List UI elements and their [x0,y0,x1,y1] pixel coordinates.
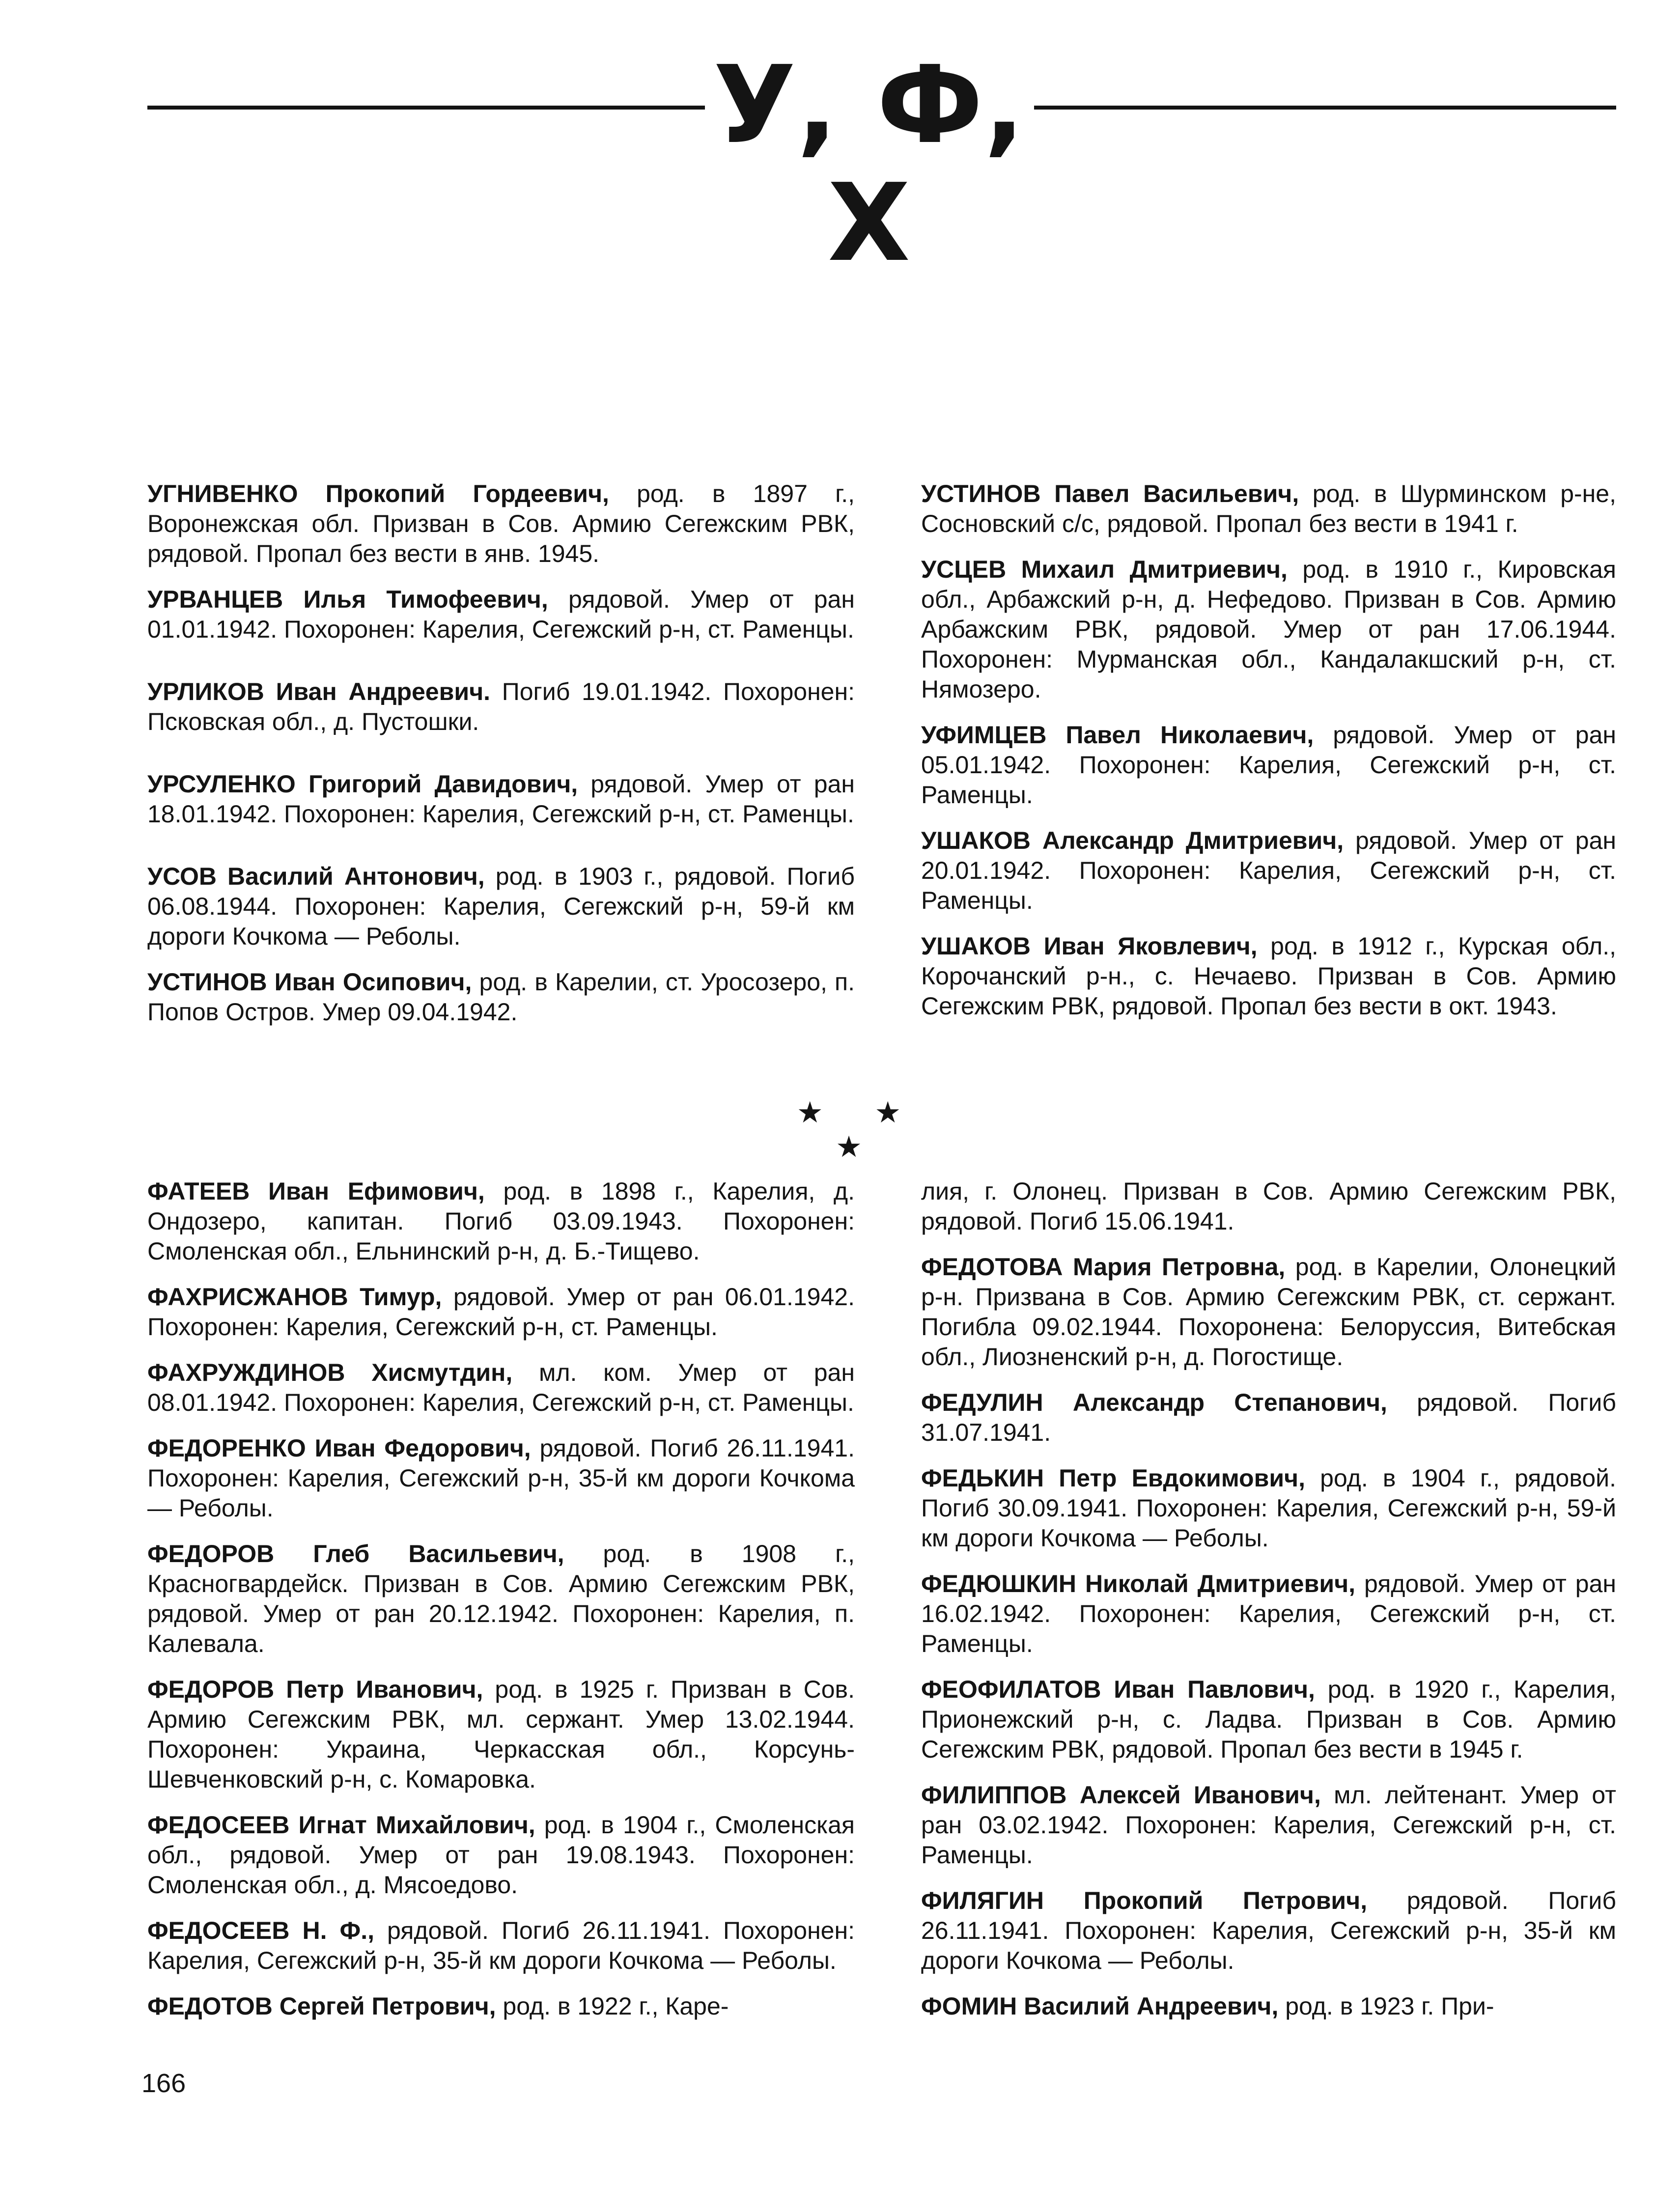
entry-name: ФЕДОРЕНКО Иван Федорович, [147,1434,531,1462]
entry-text: рядовой. Умер от ран 06.01.1942. Похоронен: Карелия, Сегежский р-н, ст. Раменцы. [147,1283,855,1341]
entry-text: мл. ком. Умер от ран 08.01.1942. Похоронен: Карелия, Сегежский р-н, ст. Раменцы. [147,1359,855,1416]
entry-name: ФИЛИППОВ Алексей Иванович, [921,1781,1321,1809]
entry [147,1176,855,1266]
entry-text: рядовой. Погиб 31.07.1941. [921,1389,1616,1446]
entry-name: ФЕОФИЛАТОВ Иван Павлович, [921,1676,1315,1703]
entry-name: ФАТЕЕВ Иван Ефимович, [147,1177,485,1205]
entry-text: рядовой. Умер от ран 16.02.1942. Похоронен: Карелия, Сегежский р-н, ст. Раменцы. [921,1570,1617,1657]
entry [921,826,1616,916]
entry-text: род. в Шурминском р-не, Сосновский с/с, рядовой. Пропал без вести в 1941 г. [921,480,1616,537]
entry-text: род. в 1920 г., Карелия, Прионежский р-н, с. Ладва. Призван в Сов. Армию Сегежским РВК, рядовой. Пропал без вести в 1945 г. [921,1676,1616,1763]
entry [147,1539,855,1659]
entry [921,720,1616,810]
entry-text: рядовой. Погиб 26.11.1941. Похоронен: Карелия, Сегежский р-н, 35-й км дороги Кочкома — Реболы. [147,1434,855,1522]
entry [921,1886,1616,1976]
entry-name: ФИЛЯГИН Прокопий Петрович, [921,1887,1368,1914]
column-top-left [147,479,855,1043]
entry-name: УШАКОВ Иван Яковлевич, [921,932,1258,960]
header-rule-left [147,106,705,110]
entry [921,479,1616,539]
entry-name: УРВАНЦЕВ Илья Тимофеевич, [147,586,548,613]
entry-text: род. в 1898 г., Карелия, д. Ондозеро, капитан. Погиб 03.09.1943. Похоронен: Смоленская обл., Ельнинский р-н, д. Б.-Тищево. [147,1177,855,1265]
entry-name: УСОВ Василий Антонович, [147,863,485,890]
entry-name: ФЕДЮШКИН Николай Дмитриевич, [921,1570,1356,1597]
entry-text: род. в 1904 г., Смоленская обл., рядовой. Умер от ран 19.08.1943. Похоронен: Смоленская обл., д. Мясоедово. [147,1811,855,1899]
entry [147,585,855,644]
entry-name: ФЕДОТОВ Сергей Петрович, [147,1992,496,2020]
entry-text: род. в 1908 г., Красногвардейск. Призван в Сов. Армию Сегежским РВК, рядовой. Умер от ран 20.12.1942. Похоронен: Карелия, п. Калевала. [147,1540,855,1657]
entry-name: ФОМИН Василий Андреевич, [921,1992,1279,2020]
entry [921,1675,1616,1764]
entry [147,967,855,1027]
entry [147,1991,855,2021]
entry-name: УСЦЕВ Михаил Дмитриевич, [921,556,1288,583]
entry-name: ФАХРИСЖАНОВ Тимур, [147,1283,442,1311]
entry-continuation [921,1176,1616,1236]
entry-text: род. в 1897 г., Воронежская обл. Призван в Сов. Армию Сегежским РВК, рядовой. Пропал без вести в янв. 1945. [147,480,855,567]
header-rule-right [1034,106,1616,110]
entry-text: рядовой. Умер от ран 20.01.1942. Похоронен: Карелия, Сегежский р-н, ст. Раменцы. [921,827,1616,914]
page-number: 166 [141,2069,186,2098]
section-letters: У, Ф, Х [713,43,1026,285]
entry [921,1569,1616,1659]
entry-text: Погиб 19.01.1942. Похоронен: Псковская обл., д. Пустошки. [147,678,855,735]
column-bottom-right [921,1176,1616,2037]
entry [921,1252,1616,1372]
entry-text: род. в 1904 г., рядовой. Погиб 30.09.1941. Похоронен: Карелия, Сегежский р-н, 59-й км дороги Кочкома — Реболы. [921,1464,1616,1552]
entry-text: род. в Карелии, ст. Уросозеро, п. Попов Остров. Умер 09.04.1942. [147,968,855,1026]
entry-name: ФЕДОТОВА Мария Петровна, [921,1253,1286,1281]
entry [147,479,855,569]
section-separator: ★ ★ ★ [796,1096,923,1163]
entry-text: мл. лейтенант. Умер от ран 03.02.1942. Похоронен: Карелия, Сегежский р-н, ст. Раменцы. [921,1781,1616,1869]
entry-text: рядовой. Умер от ран 18.01.1942. Похоронен: Карелия, Сегежский р-н, ст. Раменцы. [147,770,855,828]
entry-name: УРСУЛЕНКО Григорий Давидович, [147,770,578,798]
entry-text: род. в 1923 г. При- [1278,1992,1494,2020]
entry-name: УФИМЦЕВ Павел Николаевич, [921,721,1314,749]
entry-text: род. в 1903 г., рядовой. Погиб 06.08.1944. Похоронен: Карелия, Сегежский р-н, 59-й км дороги Кочкома — Реболы. [147,863,855,950]
column-bottom-left [147,1176,855,2037]
entry [147,1358,855,1418]
entry [147,862,855,952]
entry [921,1463,1616,1553]
entry [147,1433,855,1523]
entry-name: ФЕДОСЕЕВ Игнат Михайлович, [147,1811,535,1839]
entry-text: род. в 1910 г., Кировская обл., Арбажский р-н, д. Нефедово. Призван в Сов. Армию Арбажским РВК, рядовой. Умер от ран 17.06.1944. Похоронен: Мурманская обл., Кандалакшский р-н, ст. Нямозеро. [921,556,1617,703]
entry-name: УГНИВЕНКО Прокопий Гордеевич, [147,480,609,507]
entry-text: род. в 1922 г., Каре- [496,1992,729,2020]
entry [921,555,1616,704]
entry-text: рядовой. Погиб 26.11.1941. Похоронен: Карелия, Сегежский р-н, 35-й км дороги Кочкома — Реболы. [921,1887,1616,1974]
column-top-right [921,479,1616,1037]
entry-name: ФЕДОСЕЕВ Н. Ф., [147,1917,374,1944]
entry-text: род. в 1925 г. Призван в Сов. Армию Сегежским РВК, мл. сержант. Умер 13.02.1944. Похоронен: Украина, Черкасская обл., Корсунь-Шевченковский р-н, с. Комаровка. [147,1676,855,1793]
entry-text: лия, г. Олонец. Призван в Сов. Армию Сегежским РВК, рядовой. Погиб 15.06.1941. [921,1177,1616,1235]
entry-text: рядовой. Умер от ран 05.01.1942. Похоронен: Карелия, Сегежский р-н, ст. Раменцы. [921,721,1617,809]
entry-text: род. в Карелии, Олонецкий р-н. Призвана в Сов. Армию Сегежским РВК, ст. сержант. Погибла 09.02.1944. Похоронена: Белоруссия, Витебская обл., Лиозненский р-н, д. Погостище. [921,1253,1616,1371]
entry [921,1780,1616,1870]
entry [921,1388,1616,1448]
entry [921,931,1616,1021]
entry [147,1810,855,1900]
entry-name: УШАКОВ Александр Дмитриевич, [921,827,1344,854]
entry-text: рядовой. Умер от ран 01.01.1942. Похоронен: Карелия, Сегежский р-н, ст. Раменцы. [147,586,855,643]
entry [921,1991,1616,2021]
entry-name: ФАХРУЖДИНОВ Хисмутдин, [147,1359,513,1386]
entry-name: ФЕДОРОВ Петр Иванович, [147,1676,483,1703]
entry-text: род. в 1912 г., Курская обл., Корочанский р-н., с. Нечаево. Призван в Сов. Армию Сегежским РВК, рядовой. Пропал без вести в окт. 1943. [921,932,1616,1020]
entry [147,1675,855,1794]
entry-text: рядовой. Погиб 26.11.1941. Похоронен: Карелия, Сегежский р-н, 35-й км дороги Кочкома — Реболы. [147,1917,855,1974]
entry-name: УСТИНОВ Иван Осипович, [147,968,472,996]
entry [147,677,855,737]
entry-name: УРЛИКОВ Иван Андреевич. [147,678,491,705]
entry-name: ФЕДЬКИН Петр Евдокимович, [921,1464,1305,1492]
section-header [147,43,1616,285]
entry [147,769,855,829]
entry-name: ФЕДОРОВ Глеб Васильевич, [147,1540,564,1568]
entry [147,1916,855,1976]
entry [147,1282,855,1342]
entry-name: ФЕДУЛИН Александр Степанович, [921,1389,1387,1416]
entry-name: УСТИНОВ Павел Васильевич, [921,480,1299,507]
